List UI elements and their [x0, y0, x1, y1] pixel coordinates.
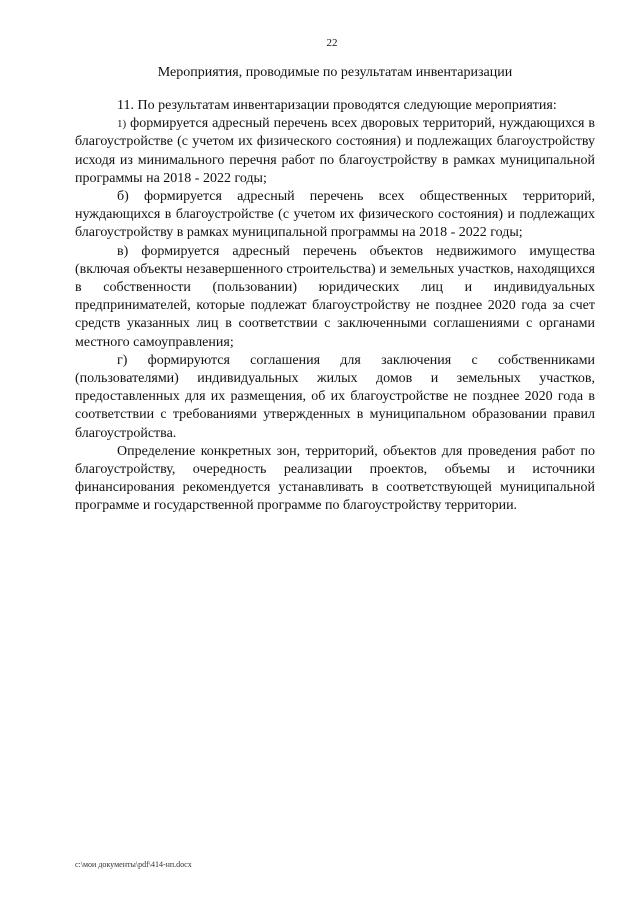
list-item-marker: б) — [117, 189, 129, 205]
list-item — [75, 115, 595, 188]
list-item-text: формируется адресный перечень всех дворовых территорий, нуждающихся в благоустройстве (с учетом их физического состояния) и подлежащих благоустройству исходя из минимального перечня работ по благоустройству в рамках муниципальной программы на 2018 - 2022 годы; — [75, 116, 595, 186]
list-item-marker: в) — [117, 243, 129, 259]
footer-file-path: c:\мои документы\pdf\414-нп.docx — [75, 860, 192, 869]
paragraph-text: Определение конкретных зон, территорий, объектов для проведения работ по благоустройству, очередность реализации проектов, объемы и источники финансирования рекомендуется устанавливать в соответствующей муниципальной программе и государственной программе по благоустройству территории. — [75, 443, 595, 514]
page-number: 22 — [326, 37, 338, 49]
list-item — [75, 352, 595, 443]
section-heading: Мероприятия, проводимые по результатам инвентаризации — [157, 65, 513, 80]
list-item-text: формируются соглашения для заключения с собственниками (пользователями) индивидуальных жилых домов и земельных участков, предоставленных для их размещения, об их благоустройстве не позднее 2020 года в соответствии с требованиями утвержденных в муниципальном образовании правил благоустройства. — [75, 352, 595, 441]
list-item-marker: 1) — [117, 118, 127, 131]
paragraph-intro — [75, 97, 595, 115]
list-item-marker: г) — [117, 352, 128, 368]
list-item — [75, 243, 595, 352]
paragraph-text: 11. По результатам инвентаризации проводятся следующие мероприятия: — [117, 98, 557, 113]
list-item-text: формируется адресный перечень всех общественных территорий, нуждающихся в благоустройстве (с учетом их физического состояния) и подлежащих благоустройству в рамках муниципальной программы на 2018 - 2022 годы; — [75, 189, 595, 241]
list-item-text: формируется адресный перечень объектов недвижимого имущества (включая объекты незавершенного строительства) и земельных участков, находящихся в собственности (пользовании) юридических лиц и индивидуальных предпринимателей, которые подлежат благоустройству не позднее 2020 года за счет средств указанных лиц в соответствии с заключенными соглашениями с органами местного самоуправления; — [75, 243, 595, 350]
body-text — [75, 97, 595, 516]
list-item — [75, 188, 595, 243]
paragraph-conclusion — [75, 443, 595, 516]
